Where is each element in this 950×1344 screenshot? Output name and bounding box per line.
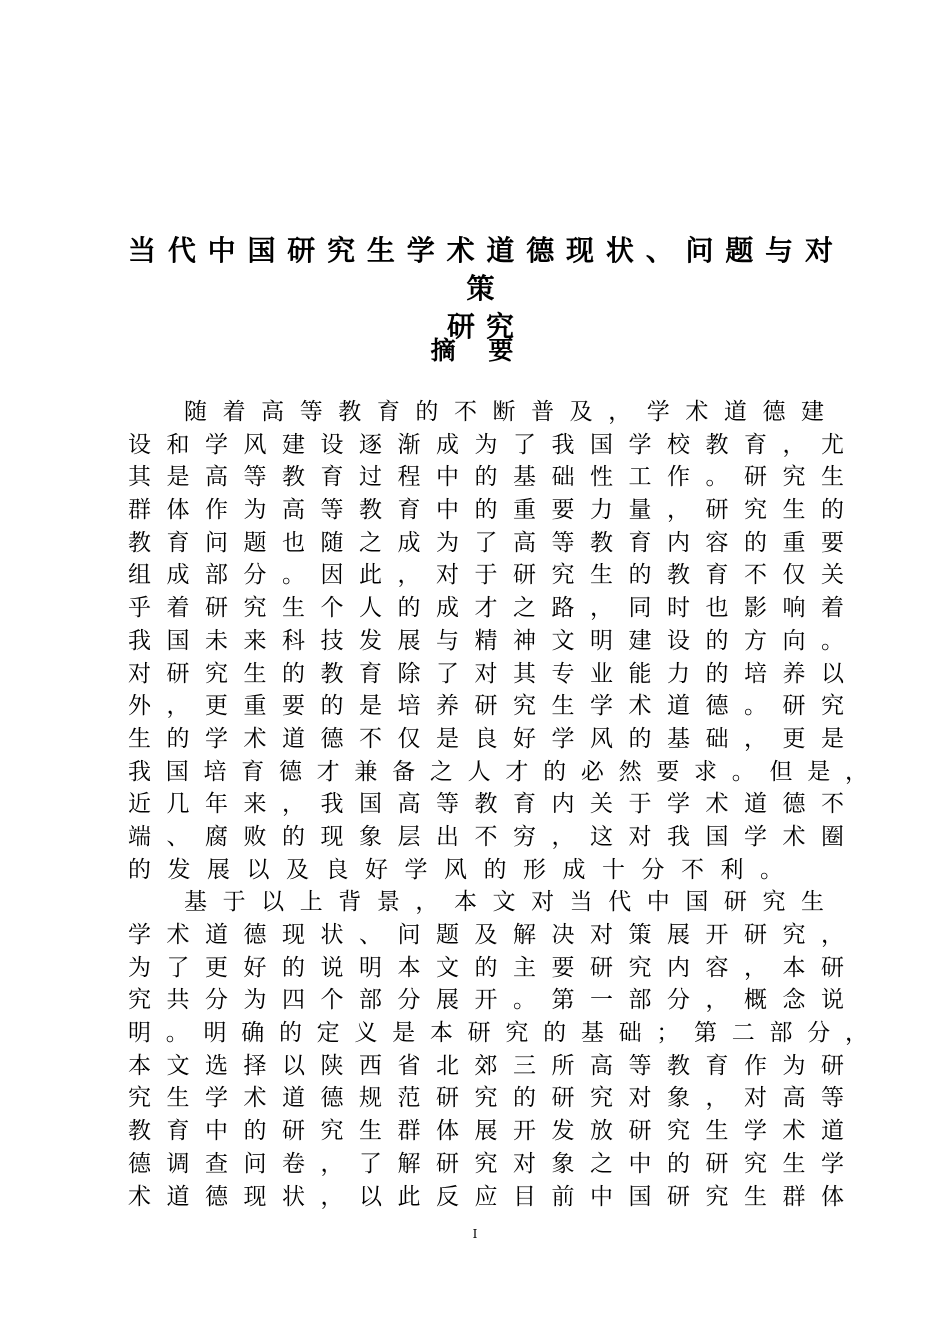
paragraph-line: 究生学术道德规范研究的研究对象，对高等 bbox=[128, 1085, 844, 1112]
paragraph-line: 基于以上背景，本文对当代中国研究生 bbox=[184, 889, 824, 916]
abstract-paragraph-2 bbox=[128, 886, 868, 1213]
paragraph-line: 组成部分。因此，对于研究生的教育不仅关 bbox=[128, 562, 844, 589]
paragraph-line: 乎着研究生个人的成才之路，同时也影响着 bbox=[128, 595, 844, 622]
paragraph-line: 近几年来，我国高等教育内关于学术道德不 bbox=[128, 791, 844, 818]
paragraph-line: 对研究生的教育除了对其专业能力的培养以 bbox=[128, 660, 844, 687]
paragraph-line: 明。明确的定义是本研究的基础；第二部分， bbox=[128, 1020, 868, 1047]
paragraph-line: 的发展以及良好学风的形成十分不利。 bbox=[128, 856, 800, 883]
paragraph-line: 端、腐败的现象层出不穷，这对我国学术圈 bbox=[128, 823, 844, 850]
paragraph-line: 为了更好的说明本文的主要研究内容，本研 bbox=[128, 954, 844, 981]
paragraph-line: 其是高等教育过程中的基础性工作。研究生 bbox=[128, 464, 844, 491]
paragraph-line: 本文选择以陕西省北郊三所高等教育作为研 bbox=[128, 1052, 844, 1079]
paragraph-line: 设和学风建设逐渐成为了我国学校教育，尤 bbox=[128, 431, 844, 458]
document-title bbox=[128, 232, 844, 346]
page-number: I bbox=[472, 1227, 478, 1241]
paragraph-line: 学术道德现状、问题及解决对策展开研究， bbox=[128, 922, 844, 948]
abstract-paragraph-1 bbox=[128, 396, 868, 886]
paragraph-line: 生的学术道德不仅是良好学风的基础，更是 bbox=[128, 725, 844, 752]
paragraph-line: 术道德现状，以此反应目前中国研究生群体 bbox=[128, 1183, 844, 1210]
paragraph-line: 我国培育德才兼备之人才的必然要求。但是， bbox=[128, 758, 868, 785]
abstract-heading bbox=[0, 334, 950, 368]
title-line-1: 当代中国研究生学术道德现状、问题与对策 bbox=[128, 234, 844, 305]
paragraph-line: 德调查问卷，了解研究对象之中的研究生学 bbox=[128, 1150, 844, 1177]
abstract-body bbox=[128, 396, 868, 1213]
paragraph-line: 外，更重要的是培养研究生学术道德。研究 bbox=[128, 693, 844, 720]
title-line-2: 研究 bbox=[446, 310, 525, 343]
paragraph-line: 随着高等教育的不断普及，学术道德建 bbox=[184, 399, 824, 425]
abstract-heading-char-1: 摘 bbox=[430, 336, 462, 365]
paragraph-line: 我国未来科技发展与精神文明建设的方向。 bbox=[128, 627, 844, 654]
paragraph-line: 群体作为高等教育中的重要力量，研究生的 bbox=[128, 497, 844, 524]
paragraph-line: 教育问题也随之成为了高等教育内容的重要 bbox=[128, 529, 844, 556]
paragraph-line: 究共分为四个部分展开。第一部分，概念说 bbox=[128, 987, 844, 1014]
paragraph-line: 教育中的研究生群体展开发放研究生学术道 bbox=[128, 1118, 844, 1145]
abstract-heading-char-2: 要 bbox=[488, 336, 520, 365]
